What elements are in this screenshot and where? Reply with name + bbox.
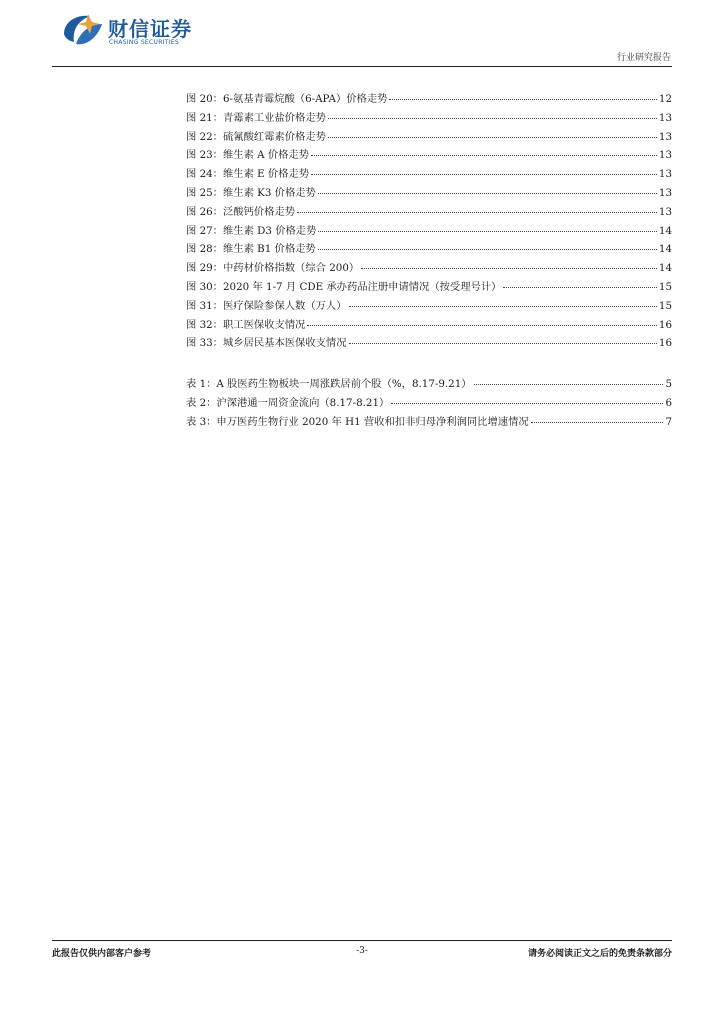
table-entry[interactable] [186, 413, 672, 432]
table-list [186, 375, 672, 431]
figure-entry-page: 13 [658, 168, 672, 181]
figure-entry-page: 13 [658, 111, 672, 124]
table-entry-page: 5 [665, 378, 672, 391]
dot-leader [318, 193, 657, 194]
footer-notice: 请务必阅读正文之后的免责条款部分 [527, 949, 672, 959]
dot-leader [328, 118, 657, 119]
figure-entry[interactable] [186, 184, 672, 203]
figure-entry[interactable] [186, 334, 672, 353]
figure-entry-page: 16 [658, 337, 672, 350]
figure-entry[interactable] [186, 240, 672, 259]
figure-entry-label: 图 25：维生素 K3 价格走势 [186, 186, 316, 199]
figure-entry-label: 图 33：城乡居民基本医保收支情况 [186, 337, 347, 350]
figure-entry-label: 图 23：维生素 A 价格走势 [186, 149, 310, 162]
dot-leader [311, 155, 657, 156]
section-gap [186, 353, 672, 375]
figure-entry-page: 14 [658, 224, 672, 237]
figure-entry[interactable] [186, 90, 672, 109]
figure-entry-page: 13 [658, 205, 672, 218]
figure-entry[interactable] [186, 222, 672, 241]
figure-entry-page: 12 [658, 93, 672, 105]
page-footer [52, 946, 672, 962]
figure-entry[interactable] [186, 165, 672, 184]
figure-entry-page: 13 [658, 149, 672, 162]
figure-entry-label: 图 20：6-氨基青霉烷酸（6-APA）价格走势 [186, 93, 388, 105]
table-of-contents [186, 90, 672, 432]
brand-name-en: CHASING SECURITIES [109, 39, 179, 46]
figure-entry[interactable] [186, 109, 672, 128]
dot-leader [349, 343, 657, 344]
figure-entry[interactable] [186, 316, 672, 335]
table-entry-label: 表 3：申万医药生物行业 2020 年 H1 营收和扣非归母净利润同比增速情况 [186, 415, 529, 428]
table-entry-label: 表 1：A 股医药生物板块一周涨跌居前个股（%，8.17-9.21） [186, 378, 472, 391]
table-entry-page: 7 [665, 415, 672, 428]
table-entry[interactable] [186, 394, 672, 413]
figure-entry-label: 图 28：维生素 B1 价格走势 [186, 243, 316, 256]
page-header [0, 0, 724, 70]
dot-leader [391, 403, 663, 404]
footer-divider [52, 940, 672, 941]
figure-entry-page: 16 [658, 318, 672, 331]
figure-entry-page: 14 [658, 262, 672, 275]
figure-entry-page: 13 [658, 186, 672, 199]
chasing-securities-logo-icon [60, 12, 104, 52]
table-entry[interactable] [186, 375, 672, 394]
figure-entry-label: 图 31：医疗保险参保人数（万人） [186, 299, 347, 312]
page-number: -3- [356, 946, 368, 956]
figure-entry-label: 图 22：硫氰酸红霉素价格走势 [186, 130, 326, 143]
figure-entry[interactable] [186, 203, 672, 222]
figure-entry-label: 图 29：中药材价格指数（综合 200） [186, 262, 360, 275]
dot-leader [311, 174, 657, 175]
figure-entry-label: 图 32：职工医保收支情况 [186, 318, 306, 331]
dot-leader [361, 268, 657, 269]
brand-name-cn: 财信证券 [108, 17, 192, 41]
figure-entry-page: 15 [658, 280, 672, 293]
footer-disclaimer: 此报告仅供内部客户参考 [52, 949, 152, 959]
figure-entry-label: 图 27：维生素 D3 价格走势 [186, 224, 317, 237]
figure-entry-page: 14 [658, 243, 672, 256]
dot-leader [328, 137, 657, 138]
figure-entry[interactable] [186, 146, 672, 165]
figure-entry-page: 15 [658, 299, 672, 312]
dot-leader [503, 287, 656, 288]
table-entry-label: 表 2：沪深港通一周资金流向（8.17-8.21） [186, 396, 390, 409]
dot-leader [318, 231, 656, 232]
dot-leader [318, 249, 657, 250]
figure-entry[interactable] [186, 128, 672, 147]
figure-entry[interactable] [186, 297, 672, 316]
dot-leader [474, 384, 664, 385]
dot-leader [307, 325, 657, 326]
report-type-label: 行业研究报告 [616, 53, 671, 63]
figure-entry-label: 图 21：青霉素工业盐价格走势 [186, 111, 326, 124]
figure-entry-label: 图 24：维生素 E 价格走势 [186, 168, 310, 181]
figure-entry[interactable] [186, 259, 672, 278]
figure-entry[interactable] [186, 278, 672, 297]
figure-entry-label: 图 26：泛酸钙价格走势 [186, 205, 296, 218]
dot-leader [349, 306, 657, 307]
figure-list [186, 90, 672, 353]
dot-leader [531, 422, 664, 423]
table-entry-page: 6 [665, 396, 672, 409]
dot-leader [389, 99, 656, 100]
header-divider [52, 66, 672, 67]
dot-leader [297, 212, 657, 213]
figure-entry-page: 13 [658, 130, 672, 143]
figure-entry-label: 图 30：2020 年 1-7 月 CDE 承办药品注册申请情况（按受理号计） [186, 280, 502, 293]
